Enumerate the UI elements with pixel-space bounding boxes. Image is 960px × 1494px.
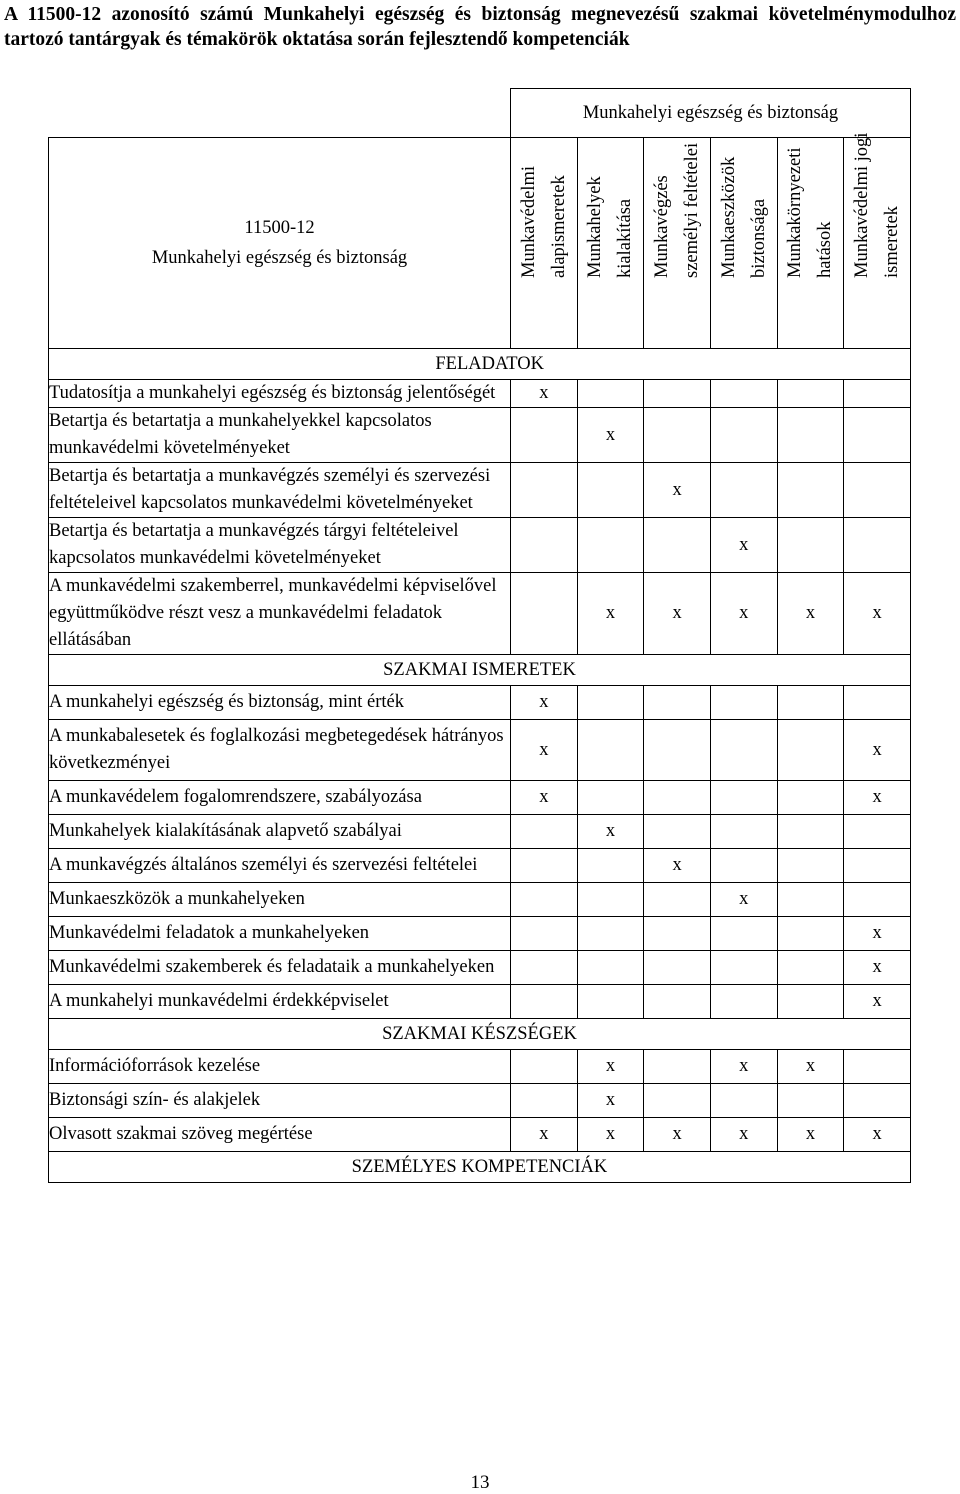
mark-cell: x bbox=[844, 1118, 911, 1152]
mark-cell bbox=[511, 1050, 578, 1084]
table-row bbox=[49, 883, 911, 917]
mark-cell bbox=[644, 917, 711, 951]
mark-cell bbox=[577, 849, 644, 883]
mark-cell bbox=[511, 849, 578, 883]
row-label: A munkavédelem fogalomrendszere, szabályozása bbox=[49, 781, 511, 815]
column-header-line: alapismeretek bbox=[548, 175, 569, 278]
mark-cell: x bbox=[511, 720, 578, 781]
mark-cell: x bbox=[644, 1118, 711, 1152]
column-header-line: ismeretek bbox=[882, 206, 903, 278]
mark-cell bbox=[710, 985, 777, 1019]
mark-cell: x bbox=[511, 380, 578, 408]
mark-cell: x bbox=[511, 1118, 578, 1152]
mark-cell: x bbox=[511, 686, 578, 720]
mark-cell bbox=[511, 1084, 578, 1118]
column-header-line: Munkavégzés bbox=[652, 175, 673, 278]
mark-cell bbox=[511, 518, 578, 573]
mark-cell bbox=[577, 463, 644, 518]
table-row bbox=[49, 951, 911, 985]
column-header bbox=[777, 138, 844, 349]
mark-cell: x bbox=[777, 1050, 844, 1084]
mark-cell bbox=[511, 573, 578, 655]
mark-cell bbox=[511, 463, 578, 518]
table-row bbox=[49, 686, 911, 720]
table-row bbox=[49, 917, 911, 951]
mark-cell bbox=[710, 380, 777, 408]
column-header-line: biztonsága bbox=[748, 198, 769, 278]
row-label: Munkavédelmi feladatok a munkahelyeken bbox=[49, 917, 511, 951]
row-label: Betartja és betartatja a munkavégzés személyi és szervezési feltételeivel kapcsolatos munkavédelmi követelményeket bbox=[49, 463, 511, 518]
mark-cell bbox=[777, 985, 844, 1019]
mark-cell bbox=[777, 815, 844, 849]
mark-cell bbox=[777, 463, 844, 518]
mark-cell bbox=[777, 781, 844, 815]
mark-cell: x bbox=[577, 573, 644, 655]
column-header-line: hatások bbox=[815, 221, 836, 278]
table-row bbox=[49, 408, 911, 463]
mark-cell bbox=[644, 720, 711, 781]
mark-cell bbox=[844, 518, 911, 573]
page-number: 13 bbox=[470, 1472, 490, 1493]
mark-cell bbox=[777, 408, 844, 463]
section-title: SZEMÉLYES KOMPETENCIÁK bbox=[49, 1152, 911, 1183]
mark-cell: x bbox=[777, 573, 844, 655]
row-label: Információforrások kezelése bbox=[49, 1050, 511, 1084]
mark-cell bbox=[710, 917, 777, 951]
mark-cell bbox=[844, 408, 911, 463]
column-header-line: Munkahelyek bbox=[585, 176, 606, 278]
row-label: A munkavédelmi szakemberrel, munkavédelmi képviselővel együttműködve részt vesz a munkavédelmi feladatok ellátásában bbox=[49, 573, 511, 655]
group-header: Munkahelyi egészség és biztonság bbox=[511, 89, 911, 138]
mark-cell bbox=[644, 815, 711, 849]
section-header-row bbox=[49, 655, 911, 686]
column-header bbox=[844, 132, 911, 349]
mark-cell: x bbox=[844, 985, 911, 1019]
mark-cell: x bbox=[710, 883, 777, 917]
column-header bbox=[644, 138, 711, 349]
mark-cell bbox=[710, 720, 777, 781]
column-header-line: kialakítása bbox=[615, 198, 636, 278]
column-header-line: Munkaeszközök bbox=[718, 156, 739, 278]
column-header bbox=[511, 138, 578, 349]
module-code: 11500-12 bbox=[244, 218, 315, 238]
mark-cell bbox=[844, 849, 911, 883]
mark-cell bbox=[644, 985, 711, 1019]
row-label: Tudatosítja a munkahelyi egészség és biztonság jelentőségét bbox=[49, 380, 511, 408]
mark-cell bbox=[644, 518, 711, 573]
mark-cell bbox=[777, 380, 844, 408]
row-label: Olvasott szakmai szöveg megértése bbox=[49, 1118, 511, 1152]
mark-cell bbox=[644, 781, 711, 815]
mark-cell: x bbox=[577, 408, 644, 463]
mark-cell bbox=[577, 518, 644, 573]
mark-cell bbox=[844, 686, 911, 720]
mark-cell bbox=[844, 1050, 911, 1084]
document-title: A 11500-12 azonosító számú Munkahelyi egészség és biztonság megnevezésű szakmai követelménymodulhoz tartozó tantárgyak és témakörök oktatása során fejlesztendő kompetenciák bbox=[4, 4, 956, 50]
mark-cell bbox=[710, 686, 777, 720]
row-label: A munkahelyi egészség és biztonság, mint érték bbox=[49, 686, 511, 720]
table-row bbox=[49, 781, 911, 815]
section-title: SZAKMAI ISMERETEK bbox=[49, 655, 911, 686]
mark-cell bbox=[577, 917, 644, 951]
mark-cell bbox=[644, 380, 711, 408]
mark-cell bbox=[577, 380, 644, 408]
mark-cell bbox=[511, 917, 578, 951]
section-header-row bbox=[49, 1019, 911, 1050]
mark-cell bbox=[644, 1050, 711, 1084]
mark-cell bbox=[511, 985, 578, 1019]
column-header bbox=[577, 138, 644, 349]
table-row bbox=[49, 380, 911, 408]
mark-cell: x bbox=[644, 573, 711, 655]
module-label-cell bbox=[49, 138, 511, 349]
column-header-line: Munkavédelmi jogi bbox=[852, 132, 873, 278]
section-header-row bbox=[49, 349, 911, 380]
table-row bbox=[49, 1050, 911, 1084]
mark-cell bbox=[644, 951, 711, 985]
row-label: Biztonsági szín- és alakjelek bbox=[49, 1084, 511, 1118]
mark-cell bbox=[777, 951, 844, 985]
row-label: Betartja és betartatja a munkahelyekkel kapcsolatos munkavédelmi követelményeket bbox=[49, 408, 511, 463]
mark-cell bbox=[710, 781, 777, 815]
mark-cell: x bbox=[710, 1050, 777, 1084]
mark-cell bbox=[710, 849, 777, 883]
row-label: Munkahelyek kialakításának alapvető szabályai bbox=[49, 815, 511, 849]
table-row bbox=[49, 573, 911, 655]
mark-cell bbox=[710, 1084, 777, 1118]
table-row bbox=[49, 518, 911, 573]
mark-cell bbox=[644, 408, 711, 463]
mark-cell bbox=[511, 883, 578, 917]
mark-cell bbox=[844, 883, 911, 917]
mark-cell: x bbox=[710, 518, 777, 573]
table-row bbox=[49, 463, 911, 518]
mark-cell bbox=[511, 815, 578, 849]
mark-cell bbox=[777, 1084, 844, 1118]
table-row bbox=[49, 815, 911, 849]
mark-cell bbox=[577, 720, 644, 781]
mark-cell: x bbox=[844, 781, 911, 815]
mark-cell bbox=[844, 815, 911, 849]
table-row bbox=[49, 1118, 911, 1152]
mark-cell: x bbox=[844, 917, 911, 951]
column-header-line: személyi feltételei bbox=[682, 142, 703, 278]
mark-cell: x bbox=[577, 1118, 644, 1152]
mark-cell bbox=[777, 686, 844, 720]
mark-cell bbox=[577, 985, 644, 1019]
mark-cell: x bbox=[777, 1118, 844, 1152]
competency-table bbox=[48, 88, 911, 1183]
mark-cell bbox=[777, 720, 844, 781]
mark-cell: x bbox=[710, 573, 777, 655]
row-label: A munkavégzés általános személyi és szervezési feltételei bbox=[49, 849, 511, 883]
mark-cell bbox=[644, 686, 711, 720]
mark-cell bbox=[710, 951, 777, 985]
mark-cell bbox=[710, 408, 777, 463]
mark-cell: x bbox=[644, 849, 711, 883]
section-header-row bbox=[49, 1152, 911, 1183]
mark-cell bbox=[644, 1084, 711, 1118]
table-row bbox=[49, 849, 911, 883]
section-title: FELADATOK bbox=[49, 349, 911, 380]
table-row bbox=[49, 985, 911, 1019]
mark-cell bbox=[777, 849, 844, 883]
mark-cell bbox=[710, 815, 777, 849]
mark-cell bbox=[777, 917, 844, 951]
mark-cell bbox=[710, 463, 777, 518]
mark-cell bbox=[577, 951, 644, 985]
row-label: Betartja és betartatja a munkavégzés tárgyi feltételeivel kapcsolatos munkavédelmi követelményeket bbox=[49, 518, 511, 573]
mark-cell bbox=[844, 380, 911, 408]
module-name: Munkahelyi egészség és biztonság bbox=[151, 248, 408, 268]
mark-cell bbox=[511, 951, 578, 985]
mark-cell bbox=[777, 518, 844, 573]
column-header-line: Munkakörnyezeti bbox=[785, 147, 806, 278]
group-header-row bbox=[49, 89, 911, 138]
mark-cell bbox=[644, 883, 711, 917]
mark-cell bbox=[777, 883, 844, 917]
row-label: Munkavédelmi szakemberek és feladataik a munkahelyeken bbox=[49, 951, 511, 985]
mark-cell bbox=[577, 781, 644, 815]
column-header-line: Munkavédelmi bbox=[518, 165, 539, 278]
mark-cell: x bbox=[844, 720, 911, 781]
mark-cell: x bbox=[710, 1118, 777, 1152]
mark-cell: x bbox=[577, 815, 644, 849]
mark-cell: x bbox=[511, 781, 578, 815]
row-label: Munkaeszközök a munkahelyeken bbox=[49, 883, 511, 917]
column-header bbox=[710, 138, 777, 349]
row-label: A munkabalesetek és foglalkozási megbetegedések hátrányos következményei bbox=[49, 720, 511, 781]
mark-cell: x bbox=[844, 951, 911, 985]
mark-cell bbox=[577, 686, 644, 720]
column-header-row bbox=[49, 138, 911, 349]
table-row bbox=[49, 720, 911, 781]
mark-cell bbox=[844, 463, 911, 518]
mark-cell bbox=[844, 1084, 911, 1118]
mark-cell: x bbox=[577, 1050, 644, 1084]
mark-cell bbox=[577, 883, 644, 917]
mark-cell: x bbox=[644, 463, 711, 518]
table-row bbox=[49, 1084, 911, 1118]
mark-cell: x bbox=[577, 1084, 644, 1118]
mark-cell: x bbox=[844, 573, 911, 655]
mark-cell bbox=[511, 408, 578, 463]
section-title: SZAKMAI KÉSZSÉGEK bbox=[49, 1019, 911, 1050]
row-label: A munkahelyi munkavédelmi érdekképviselet bbox=[49, 985, 511, 1019]
